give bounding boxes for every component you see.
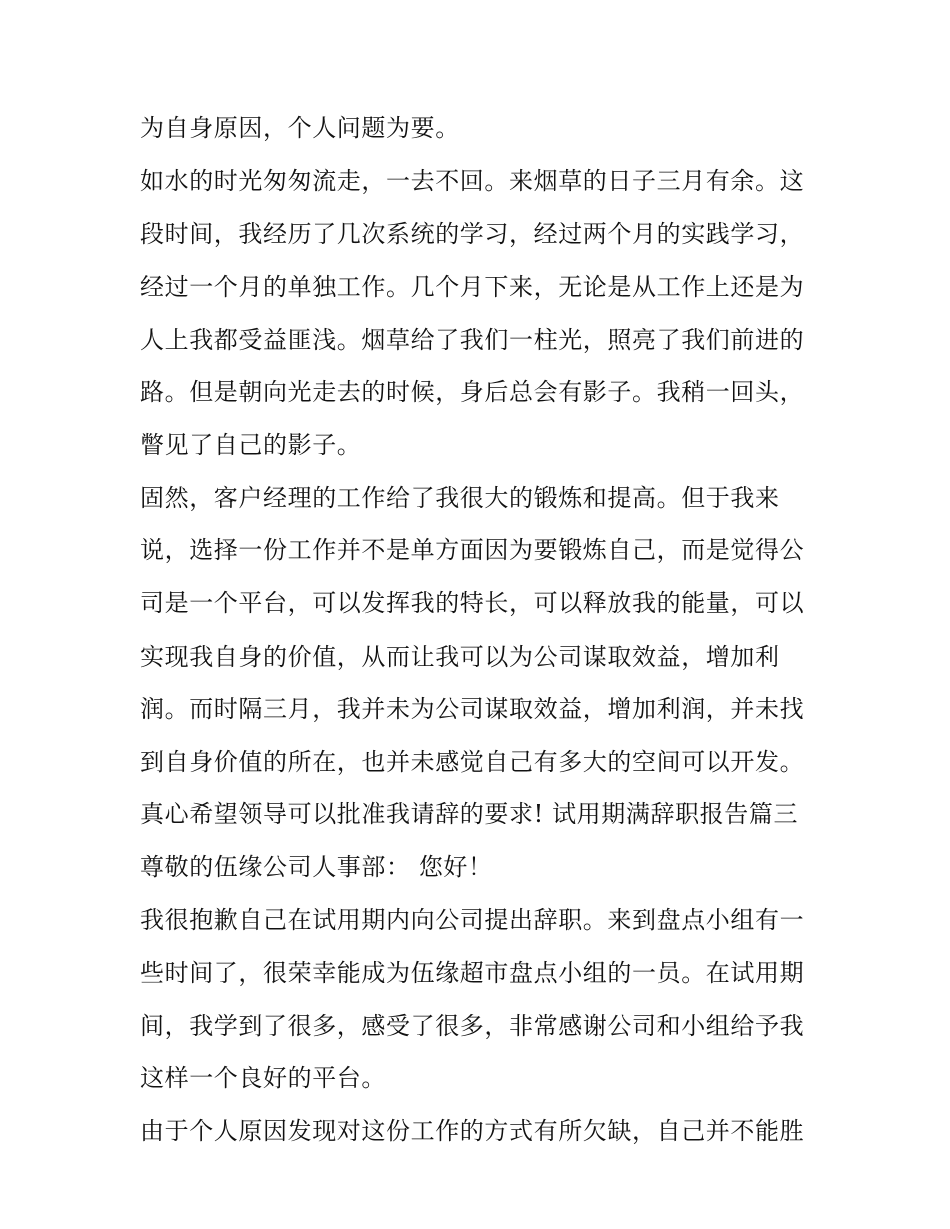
text-line: 段时间，我经历了几次系统的学习，经过两个月的实践学习，: [140, 220, 805, 248]
text-line: 由于个人原因发现对这份工作的方式有所欠缺，自己并不能胜: [140, 1117, 805, 1145]
text-line: 人上我都受益匪浅。烟草给了我们一柱光，照亮了我们前进的: [140, 326, 805, 354]
text-line: 路。但是朝向光走去的时候，身后总会有影子。我稍一回头，: [140, 378, 805, 406]
text-line: 经过一个月的单独工作。几个月下来，无论是从工作上还是为: [140, 273, 805, 301]
text-line: 些时间了，很荣幸能成为伍缘超市盘点小组的一员。在试用期: [140, 959, 805, 987]
text-line: 如水的时光匆匆流走，一去不回。来烟草的日子三月有余。这: [140, 167, 805, 195]
text-line: 真心希望领导可以批准我请辞的要求! 试用期满辞职报告篇三: [140, 800, 799, 828]
text-line: 到自身价值的所在，也并未感觉自己有多大的空间可以开发。: [140, 748, 805, 776]
text-line: 间，我学到了很多，感受了很多，非常感谢公司和小组给予我: [140, 1012, 805, 1040]
text-line: 润。而时隔三月，我并未为公司谋取效益，增加利润，并未找: [140, 695, 805, 723]
text-line: 为自身原因，个人问题为要。: [140, 114, 460, 142]
text-line: 说，选择一份工作并不是单方面因为要锻炼自己，而是觉得公: [140, 536, 805, 564]
text-line: 瞥见了自己的影子。: [140, 431, 362, 459]
text-line: 尊敬的伍缘公司人事部： 您好！: [140, 853, 493, 881]
text-line: 固然，客户经理的工作给了我很大的锻炼和提高。但于我来: [140, 484, 780, 512]
text-line: 实现我自身的价值，从而让我可以为公司谋取效益，增加利: [140, 643, 780, 671]
text-line: 这样一个良好的平台。: [140, 1064, 386, 1092]
text-line: 我很抱歉自己在试用期内向公司提出辞职。来到盘点小组有一: [140, 906, 805, 934]
text-line: 司是一个平台，可以发挥我的特长，可以释放我的能量，可以: [140, 589, 805, 617]
